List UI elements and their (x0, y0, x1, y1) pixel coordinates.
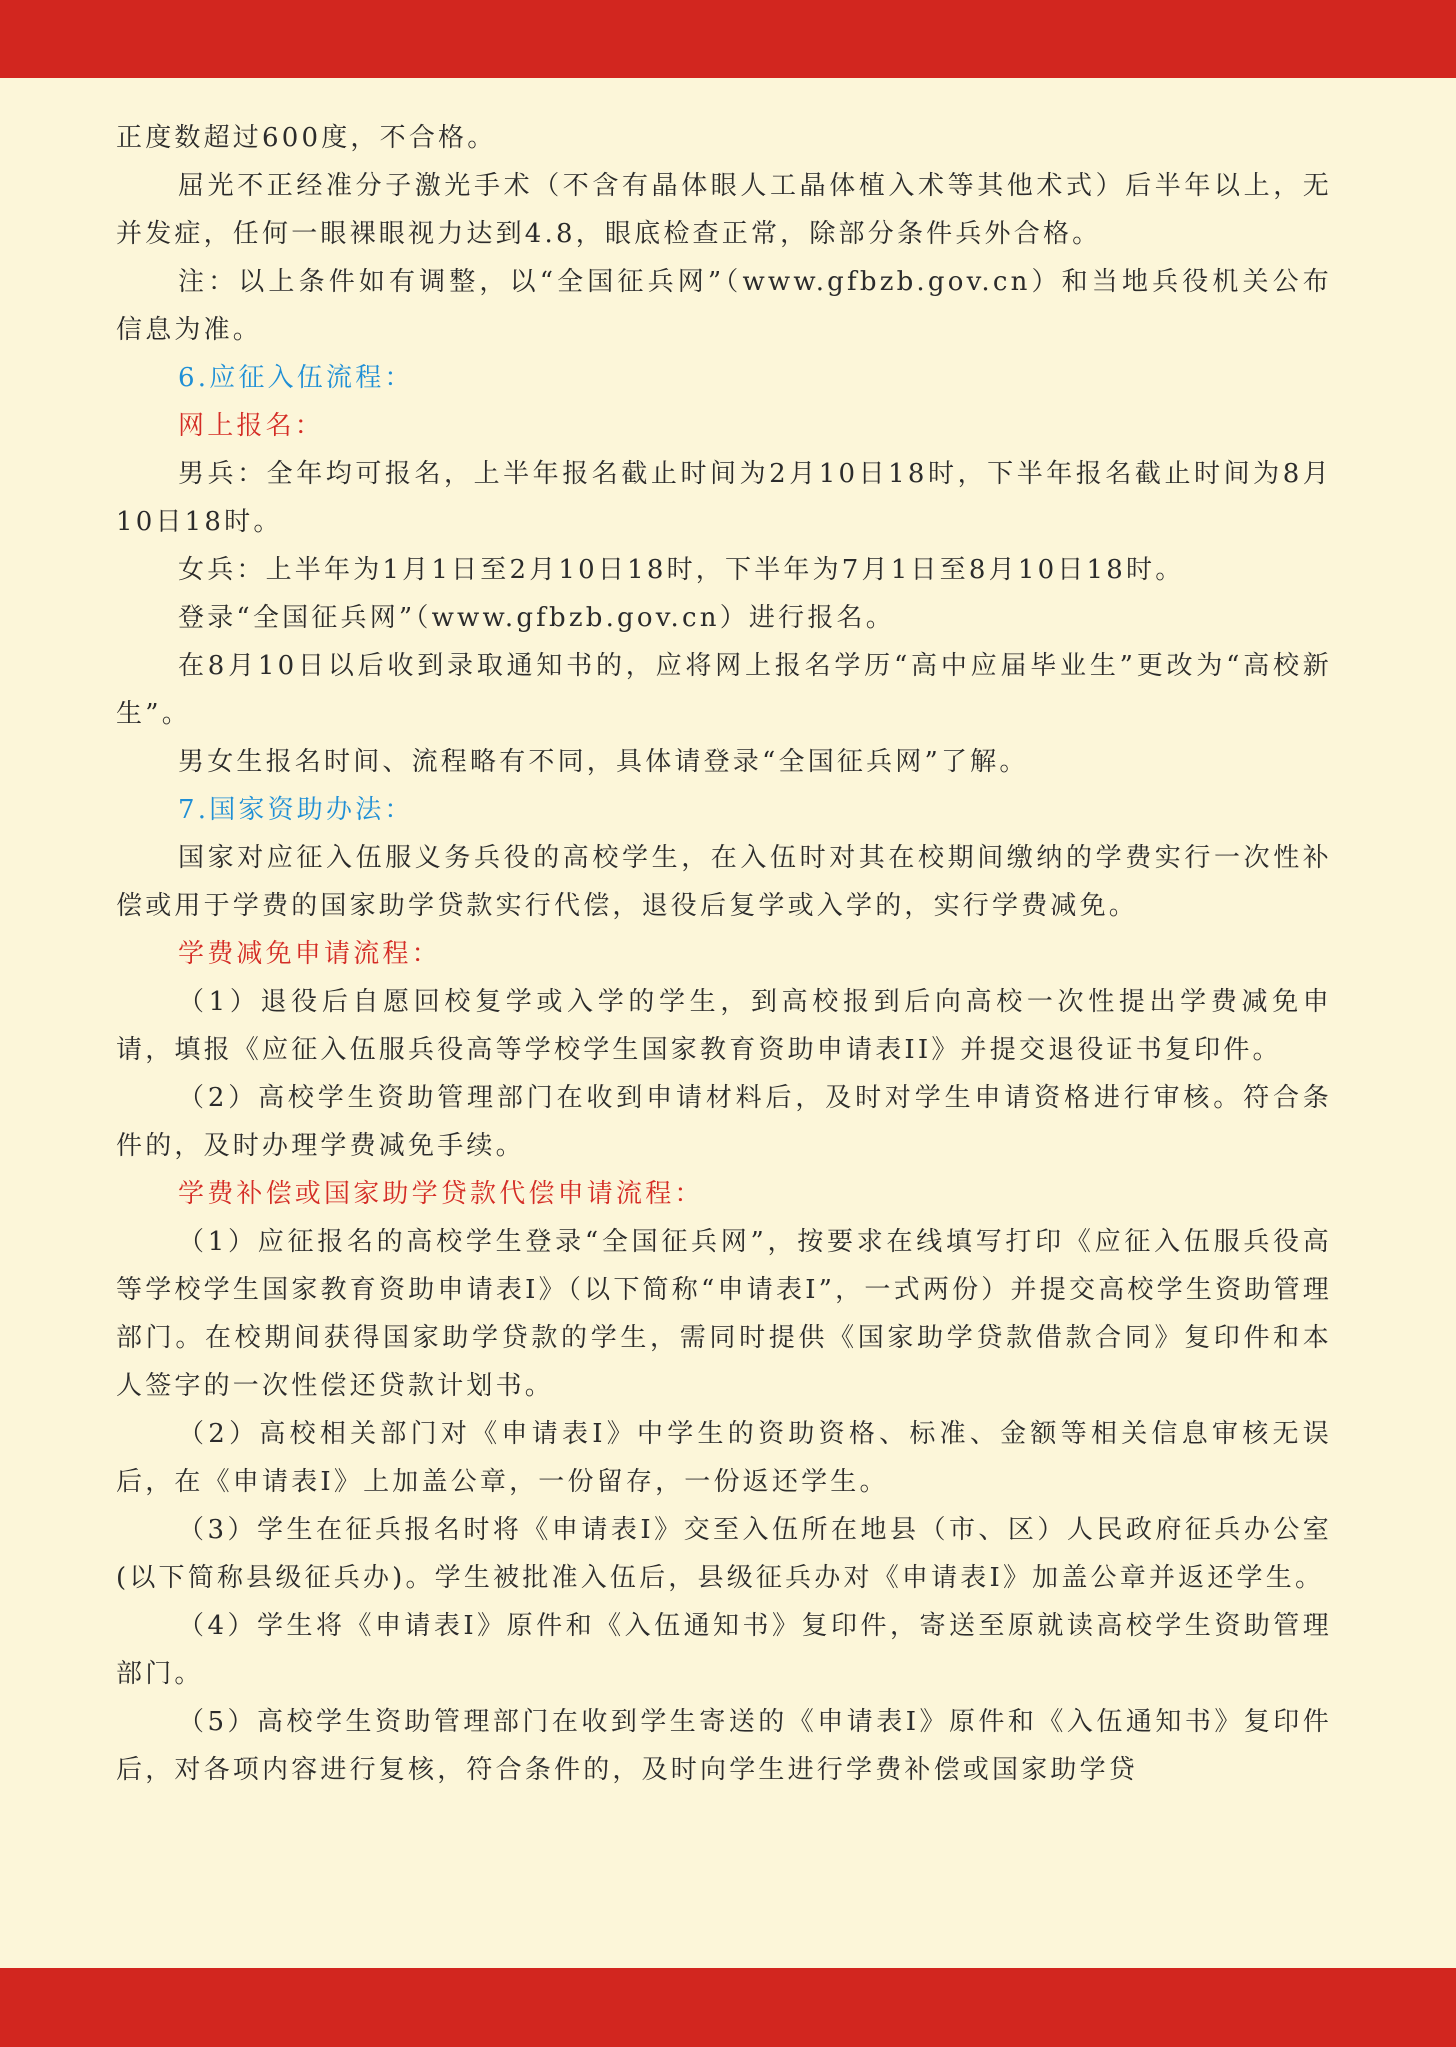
subsection-heading: 网上报名： (178, 411, 325, 441)
subsection-heading: 学费补偿或国家助学贷款代偿申请流程： (178, 1179, 704, 1209)
paragraph: 国家对应征入伍服义务兵役的高校学生，在入伍时对其在校期间缴纳的学费实行一次性补偿或用于学费的国家助学贷款实行代偿，退役后复学或入学的，实行学费减免。 (116, 843, 1332, 921)
paragraph: （1）退役后自愿回校复学或入学的学生，到高校报到后向高校一次性提出学费减免申请，填报《应征入伍服兵役高等学校学生国家教育资助申请表II》并提交退役证书复印件。 (116, 987, 1332, 1065)
paragraph: 屈光不正经准分子激光手术（不含有晶体眼人工晶体植入术等其他术式）后半年以上，无并发症，任何一眼裸眼视力达到4.8，眼底检查正常，除部分条件兵外合格。 (116, 171, 1332, 249)
paragraph: （5）高校学生资助管理部门在收到学生寄送的《申请表I》原件和《入伍通知书》复印件后，对各项内容进行复核，符合条件的，及时向学生进行学费补偿或国家助学贷 (116, 1707, 1332, 1785)
paragraph: 在8月10日以后收到录取通知书的，应将网上报名学历“高中应届毕业生”更改为“高校新生”。 (116, 651, 1332, 729)
paragraph: 登录“全国征兵网”（www.gfbzb.gov.cn）进行报名。 (178, 603, 895, 633)
paragraph: （1）应征报名的高校学生登录“全国征兵网”，按要求在线填写打印《应征入伍服兵役高等学校学生国家教育资助申请表I》（以下简称“申请表I”，一式两份）并提交高校学生资助管理部门。在校期间获得国家助学贷款的学生，需同时提供《国家助学贷款借款合同》复印件和本人签字的一次性偿还贷款计划书。 (116, 1227, 1332, 1401)
paragraph: （4）学生将《申请表I》原件和《入伍通知书》复印件，寄送至原就读高校学生资助管理部门。 (116, 1611, 1332, 1689)
paragraph: （2）高校学生资助管理部门在收到申请材料后，及时对学生申请资格进行审核。符合条件的，及时办理学费减免手续。 (116, 1083, 1332, 1161)
paragraph: 女兵：上半年为1月1日至2月10日18时，下半年为7月1日至8月10日18时。 (178, 555, 1185, 585)
bottom-red-band (0, 1968, 1456, 2047)
paragraph: 正度数超过600度，不合格。 (116, 123, 497, 153)
subsection-heading: 学费减免申请流程： (178, 939, 441, 969)
paragraph: （2）高校相关部门对《申请表I》中学生的资助资格、标准、金额等相关信息审核无误后，在《申请表I》上加盖公章，一份留存，一份返还学生。 (116, 1419, 1332, 1497)
paragraph: （3）学生在征兵报名时将《申请表I》交至入伍所在地县（市、区）人民政府征兵办公室(以下简称县级征兵办)。学生被批准入伍后，县级征兵办对《申请表I》加盖公章并返还学生。 (116, 1515, 1332, 1593)
paragraph: 男兵：全年均可报名，上半年报名截止时间为2月10日18时，下半年报名截止时间为8月10日18时。 (116, 459, 1332, 537)
section-heading: 7.国家资助办法： (178, 795, 414, 825)
section-heading: 6.应征入伍流程： (178, 363, 414, 393)
document-body (116, 114, 1332, 1794)
top-red-band (0, 0, 1456, 78)
paragraph: 注：以上条件如有调整，以“全国征兵网”（www.gfbzb.gov.cn）和当地兵役机关公布信息为准。 (116, 267, 1332, 345)
paragraph: 男女生报名时间、流程略有不同，具体请登录“全国征兵网”了解。 (178, 747, 1029, 777)
